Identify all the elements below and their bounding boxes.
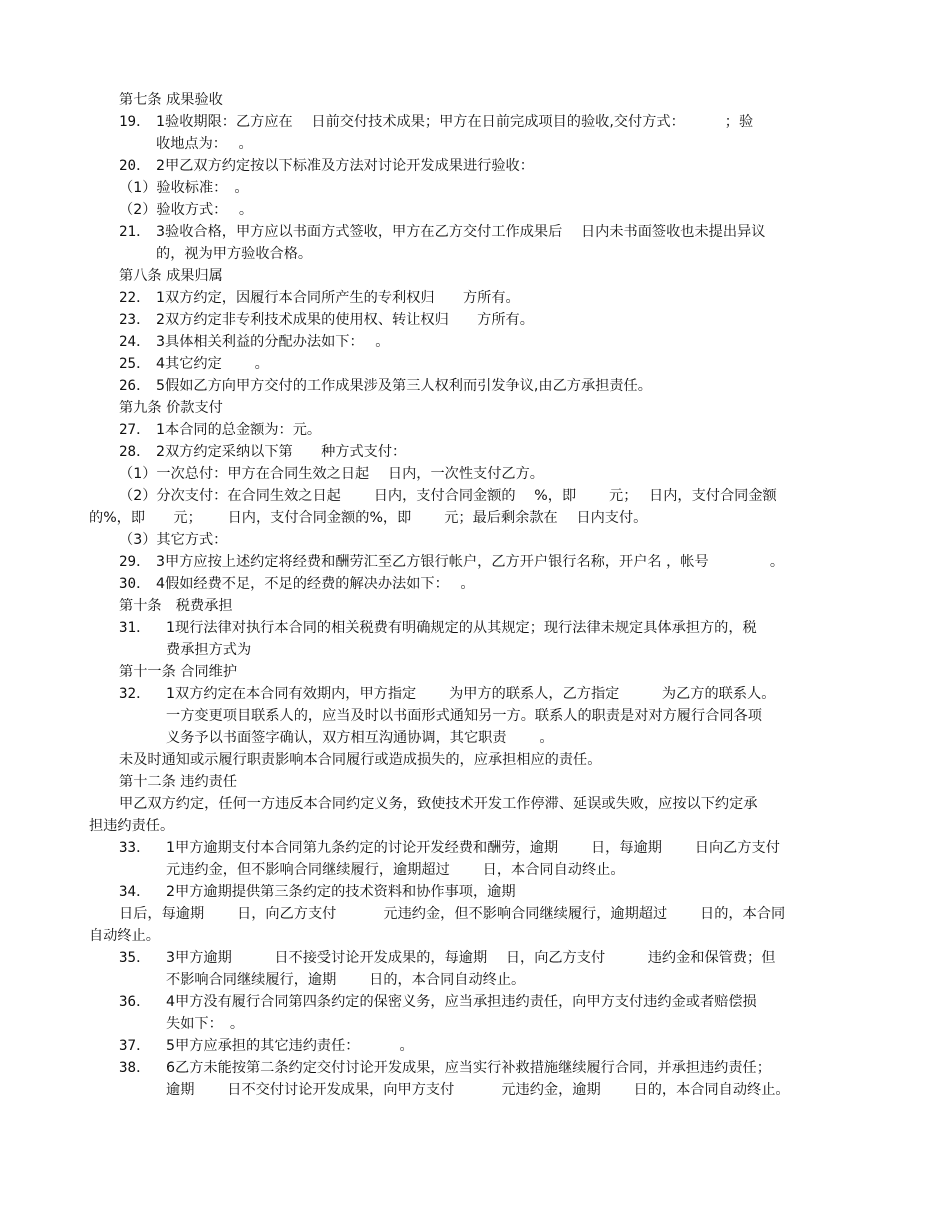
section-12-intro-line-1: 甲乙双方约定，任何一方违反本合同约定义务，致使技术开发工作停滞、延误或失败，应按以下约定承 (119, 796, 758, 812)
clause-19-line-1: 1验收期限：乙方应在 日前交付技术成果；甲方在日前完成项目的验收,交付方式： ；验 (156, 114, 754, 130)
clause-number-34: 34． (119, 884, 151, 900)
clause-32-line-1: 1双方约定在本合同有效期内，甲方指定 为甲方的联系人，乙方指定 为乙方的联系人。 (166, 686, 776, 702)
clause-20-item-1: （1）验收标准： 。 (119, 180, 249, 196)
clause-36-line-2: 失如下： 。 (166, 1016, 245, 1032)
clause-30-text: 4假如经费不足，不足的经费的解决办法如下： 。 (156, 576, 475, 592)
clause-31-line-1: 1现行法律对执行本合同的相关税费有明确规定的从其规定；现行法律未规定具体承担方的，税 (166, 620, 757, 636)
clause-28-item-2-line-1: （2）分次支付：在合同生效之日起 日内，支付合同金额的 %，即 元； 日内，支付合同金额 (119, 488, 777, 504)
clause-number-19: 19． (119, 114, 151, 130)
clause-number-20: 20． (119, 158, 151, 174)
clause-20-line-1: 2甲乙双方约定按以下标准及方法对讨论开发成果进行验收： (156, 158, 534, 174)
clause-32-line-3: 义务予以书面签字确认，双方相互沟通协调，其它职责 。 (166, 730, 554, 746)
clause-number-30: 30． (119, 576, 151, 592)
clause-33-line-2: 元违约金，但不影响合同继续履行，逾期超过 日，本合同自动终止。 (166, 862, 625, 878)
clause-21-line-2: 的，视为甲方验收合格。 (156, 246, 313, 262)
clause-34-line-1: 2甲方逾期提供第三条约定的技术资料和协作事项，逾期 (166, 884, 516, 900)
clause-number-26: 26． (119, 378, 151, 394)
clause-29-text: 3甲方应按上述约定将经费和酬劳汇至乙方银行帐户，乙方开户银行名称，开户名 ，帐号 。 (156, 554, 785, 570)
clause-24-text: 3具体相关利益的分配办法如下： 。 (156, 334, 390, 350)
clause-number-33: 33． (119, 840, 151, 856)
clause-34-line-3: 自动终止。 (89, 928, 160, 944)
clause-37-text: 5甲方应承担的其它违约责任： 。 (166, 1038, 414, 1054)
clause-36-line-1: 4甲方没有履行合同第四条约定的保密义务，应当承担违约责任，向甲方支付违约金或者赔偿损 (166, 994, 757, 1010)
clause-number-23: 23． (119, 312, 151, 328)
clause-26-text: 5假如乙方向甲方交付的工作成果涉及第三人权利而引发争议,由乙方承担责任。 (156, 378, 652, 394)
clause-31-line-2: 费承担方式为 (166, 642, 252, 658)
clause-38-line-2: 逾期 日不交付讨论开发成果，向甲方支付 元违约金，逾期 日的，本合同自动终止。 (166, 1082, 790, 1098)
clause-33-line-1: 1甲方逾期支付本合同第九条约定的讨论开发经费和酬劳，逾期 日，每逾期 日向乙方支付 (166, 840, 780, 856)
clause-number-27: 27． (119, 422, 151, 438)
clause-32-line-2: 一方变更项目联系人的，应当及时以书面形式通知另一方。联系人的职责是对对方履行合同各项 (166, 708, 762, 724)
clause-23-text: 2双方约定非专利技术成果的使用权、转让权归 方所有。 (156, 312, 534, 328)
clause-number-37: 37． (119, 1038, 151, 1054)
clause-number-28: 28． (119, 444, 151, 460)
clause-number-24: 24． (119, 334, 151, 350)
clause-35-line-1: 3甲方逾期 日不接受讨论开发成果的，每逾期 日，向乙方支付 违约金和保管费；但 (166, 950, 776, 966)
clause-number-31: 31． (119, 620, 151, 636)
section-title-11: 第十一条 合同维护 (119, 664, 238, 680)
clause-number-29: 29． (119, 554, 151, 570)
clause-28-item-1: （1）一次总付：甲方在合同生效之日起 日内，一次性支付乙方。 (119, 466, 544, 482)
section-title-12: 第十二条 违约责任 (119, 774, 238, 790)
clause-21-line-1: 3验收合格，甲方应以书面方式签收，甲方在乙方交付工作成果后 日内未书面签收也未提出异议 (156, 224, 766, 240)
section-title-9: 第九条 价款支付 (119, 400, 223, 416)
clause-28-item-3: （3）其它方式： (119, 532, 228, 548)
section-title-10: 第十条 税费承担 (119, 598, 233, 614)
clause-28-item-2-line-2: 的%，即 元； 日内，支付合同金额的%，即 元；最后剩余款在 日内支付。 (89, 510, 648, 526)
clause-number-36: 36． (119, 994, 151, 1010)
clause-34-line-2: 日后，每逾期 日，向乙方支付 元违约金，但不影响合同继续履行，逾期超过 日的，本合同 (119, 906, 786, 922)
clause-38-line-1: 6乙方未能按第二条约定交付讨论开发成果，应当实行补救措施继续履行合同，并承担违约责任； (166, 1060, 771, 1076)
clause-22-text: 1双方约定，因履行本合同所产生的专利权归 方所有。 (156, 290, 520, 306)
clause-number-22: 22． (119, 290, 151, 306)
clause-28-text: 2双方约定采纳以下第 种方式支付： (156, 444, 407, 460)
clause-35-line-2: 不影响合同继续履行，逾期 日的，本合同自动终止。 (166, 972, 526, 988)
section-12-intro-line-2: 担违约责任。 (89, 818, 175, 834)
clause-number-21: 21． (119, 224, 151, 240)
clause-27-text: 1本合同的总金额为：元。 (156, 422, 322, 438)
clause-number-35: 35． (119, 950, 151, 966)
clause-32-trailing: 未及时通知或示履行职责影响本合同履行或造成损失的，应承担相应的责任。 (119, 752, 602, 768)
section-title-7: 第七条 成果验收 (119, 92, 223, 108)
section-title-8: 第八条 成果归属 (119, 268, 223, 284)
clause-20-item-2: （2）验收方式： 。 (119, 202, 254, 218)
clause-number-32: 32． (119, 686, 151, 702)
clause-19-line-2: 收地点为： 。 (156, 136, 253, 152)
clause-number-25: 25． (119, 356, 151, 372)
clause-number-38: 38． (119, 1060, 151, 1076)
clause-25-text: 4其它约定 。 (156, 356, 269, 372)
